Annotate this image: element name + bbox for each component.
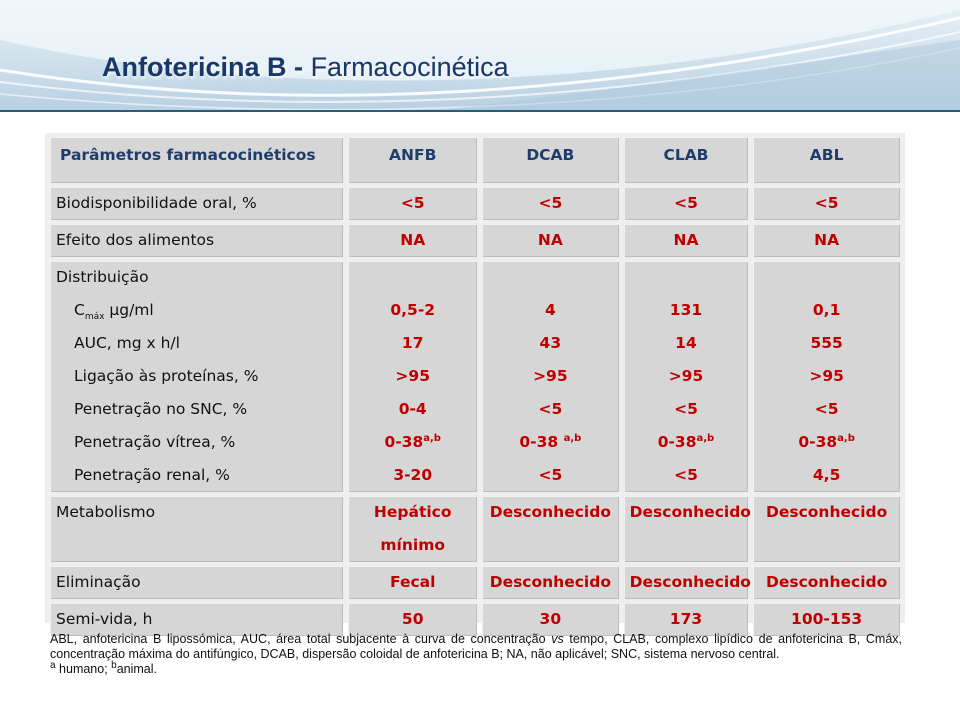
cell-clab: Desconhecido xyxy=(624,566,749,599)
cell-anfb: NA xyxy=(348,224,477,257)
cell-anfb xyxy=(348,496,477,562)
cell-renal: <5 xyxy=(538,466,563,484)
cell-cmax: 131 xyxy=(669,301,703,319)
cell-auc: 43 xyxy=(539,334,562,352)
slide-header xyxy=(0,0,960,112)
title-main: Anfotericina B xyxy=(102,52,287,82)
title-separator: - xyxy=(294,52,304,82)
column-header-abl: ABL xyxy=(753,137,900,183)
row-label: Biodisponibilidade oral, % xyxy=(50,187,343,220)
cell-dcab: 30 xyxy=(482,603,619,636)
cell-ligacao: >95 xyxy=(533,367,568,385)
table-header-row xyxy=(50,137,900,183)
cell-snc: <5 xyxy=(674,400,698,418)
table-row-biodisponibilidade xyxy=(50,187,900,220)
pharmacokinetics-table-container xyxy=(45,133,905,628)
cmax-subscript: máx xyxy=(84,312,105,323)
distribuicao-cell-abl xyxy=(753,261,900,492)
cell-auc: 17 xyxy=(401,334,424,352)
sub-label-auc: AUC, mg x h/l xyxy=(74,334,180,352)
table-footnote xyxy=(50,632,902,677)
cell-renal: 3-20 xyxy=(393,466,433,484)
sub-label-renal: Penetração renal, % xyxy=(74,466,230,484)
pharmacokinetics-table xyxy=(45,133,905,640)
cell-vitrea: 0-38 $^{a,b}$ xyxy=(519,432,582,451)
cell-abl: NA xyxy=(753,224,900,257)
sub-label-vitrea: Penetração vítrea, % xyxy=(74,433,236,451)
distribuicao-cell-dcab xyxy=(482,261,619,492)
cell-clab: Desconhecido xyxy=(624,496,749,562)
cell-anfb: <5 xyxy=(348,187,477,220)
distribuicao-label-cell xyxy=(50,261,343,492)
row-label: Distribuição xyxy=(56,268,149,286)
table-row-efeito-alimentos xyxy=(50,224,900,257)
cell-anfb: Fecal xyxy=(348,566,477,599)
footnote-abbreviations: ABL, anfotericina B lipossómica, AUC, área total subjacente à curva de concentração vs tempo, CLAB, complexo lipídico de anfotericina B, Cmáx, concentração máxima do antifúngico, DCAB, dispersão coloidal de anfotericina B; NA, não aplicável; SNC, sistema nervoso central. xyxy=(50,632,903,661)
footnote-superscripts: $^a$ humano; $^b$animal. xyxy=(50,659,158,676)
sub-label-snc: Penetração no SNC, % xyxy=(74,400,248,418)
cell-cmax: 4 xyxy=(544,301,556,319)
distribuicao-cell-clab xyxy=(624,261,749,492)
sub-label-ligacao: Ligação às proteínas, % xyxy=(74,367,259,385)
cell-abl: <5 xyxy=(753,187,900,220)
cell-clab: 173 xyxy=(624,603,749,636)
cell-abl: Desconhecido xyxy=(753,566,900,599)
cell-vitrea: 0-38$^{a,b}$ xyxy=(798,432,855,451)
cell-dcab: Desconhecido xyxy=(482,496,619,562)
column-header-parametros: Parâmetros farmacocinéticos xyxy=(50,137,343,183)
cell-snc: <5 xyxy=(538,400,563,418)
table-row-metabolismo xyxy=(50,496,900,562)
cell-anfb-line2: mínimo xyxy=(380,536,446,554)
cell-renal: <5 xyxy=(674,466,698,484)
table-row-eliminacao xyxy=(50,566,900,599)
header-divider xyxy=(0,110,960,112)
cell-vitrea: 0-38$^{a,b}$ xyxy=(657,432,715,451)
cell-cmax: 0,1 xyxy=(812,301,841,319)
sub-label-cmax xyxy=(56,294,337,327)
cell-abl: Desconhecido xyxy=(753,496,900,562)
cell-cmax: 0,5-2 xyxy=(390,301,436,319)
cell-auc: 555 xyxy=(810,334,843,352)
row-label: Eliminação xyxy=(50,566,343,599)
row-label: Efeito dos alimentos xyxy=(50,224,343,257)
cell-dcab: NA xyxy=(482,224,619,257)
cell-clab: NA xyxy=(624,224,749,257)
cell-ligacao: >95 xyxy=(395,367,430,385)
column-header-dcab: DCAB xyxy=(482,137,619,183)
cmax-unit: μg/ml xyxy=(109,301,154,319)
cell-auc: 14 xyxy=(675,334,697,352)
table-row-distribuicao xyxy=(50,261,900,492)
row-label: Semi-vida, h xyxy=(50,603,343,636)
cell-dcab: Desconhecido xyxy=(482,566,619,599)
cell-vitrea: 0-38$^{a,b}$ xyxy=(384,432,441,451)
cmax-letter: C xyxy=(74,301,85,319)
slide-title xyxy=(102,52,509,83)
cell-snc: 0-4 xyxy=(398,400,427,418)
cell-anfb-line1: Hepático xyxy=(373,503,452,521)
title-subtitle: Farmacocinética xyxy=(310,52,509,82)
cell-snc: <5 xyxy=(814,400,839,418)
cell-clab: <5 xyxy=(624,187,749,220)
cell-ligacao: >95 xyxy=(668,367,704,385)
distribuicao-cell-anfb xyxy=(348,261,477,492)
cell-renal: 4,5 xyxy=(812,466,841,484)
cell-ligacao: >95 xyxy=(809,367,844,385)
column-header-anfb: ANFB xyxy=(348,137,477,183)
cell-abl: 100-153 xyxy=(753,603,900,636)
cell-dcab: <5 xyxy=(482,187,619,220)
cell-anfb: 50 xyxy=(348,603,477,636)
column-header-clab: CLAB xyxy=(624,137,749,183)
row-label: Metabolismo xyxy=(50,496,343,562)
